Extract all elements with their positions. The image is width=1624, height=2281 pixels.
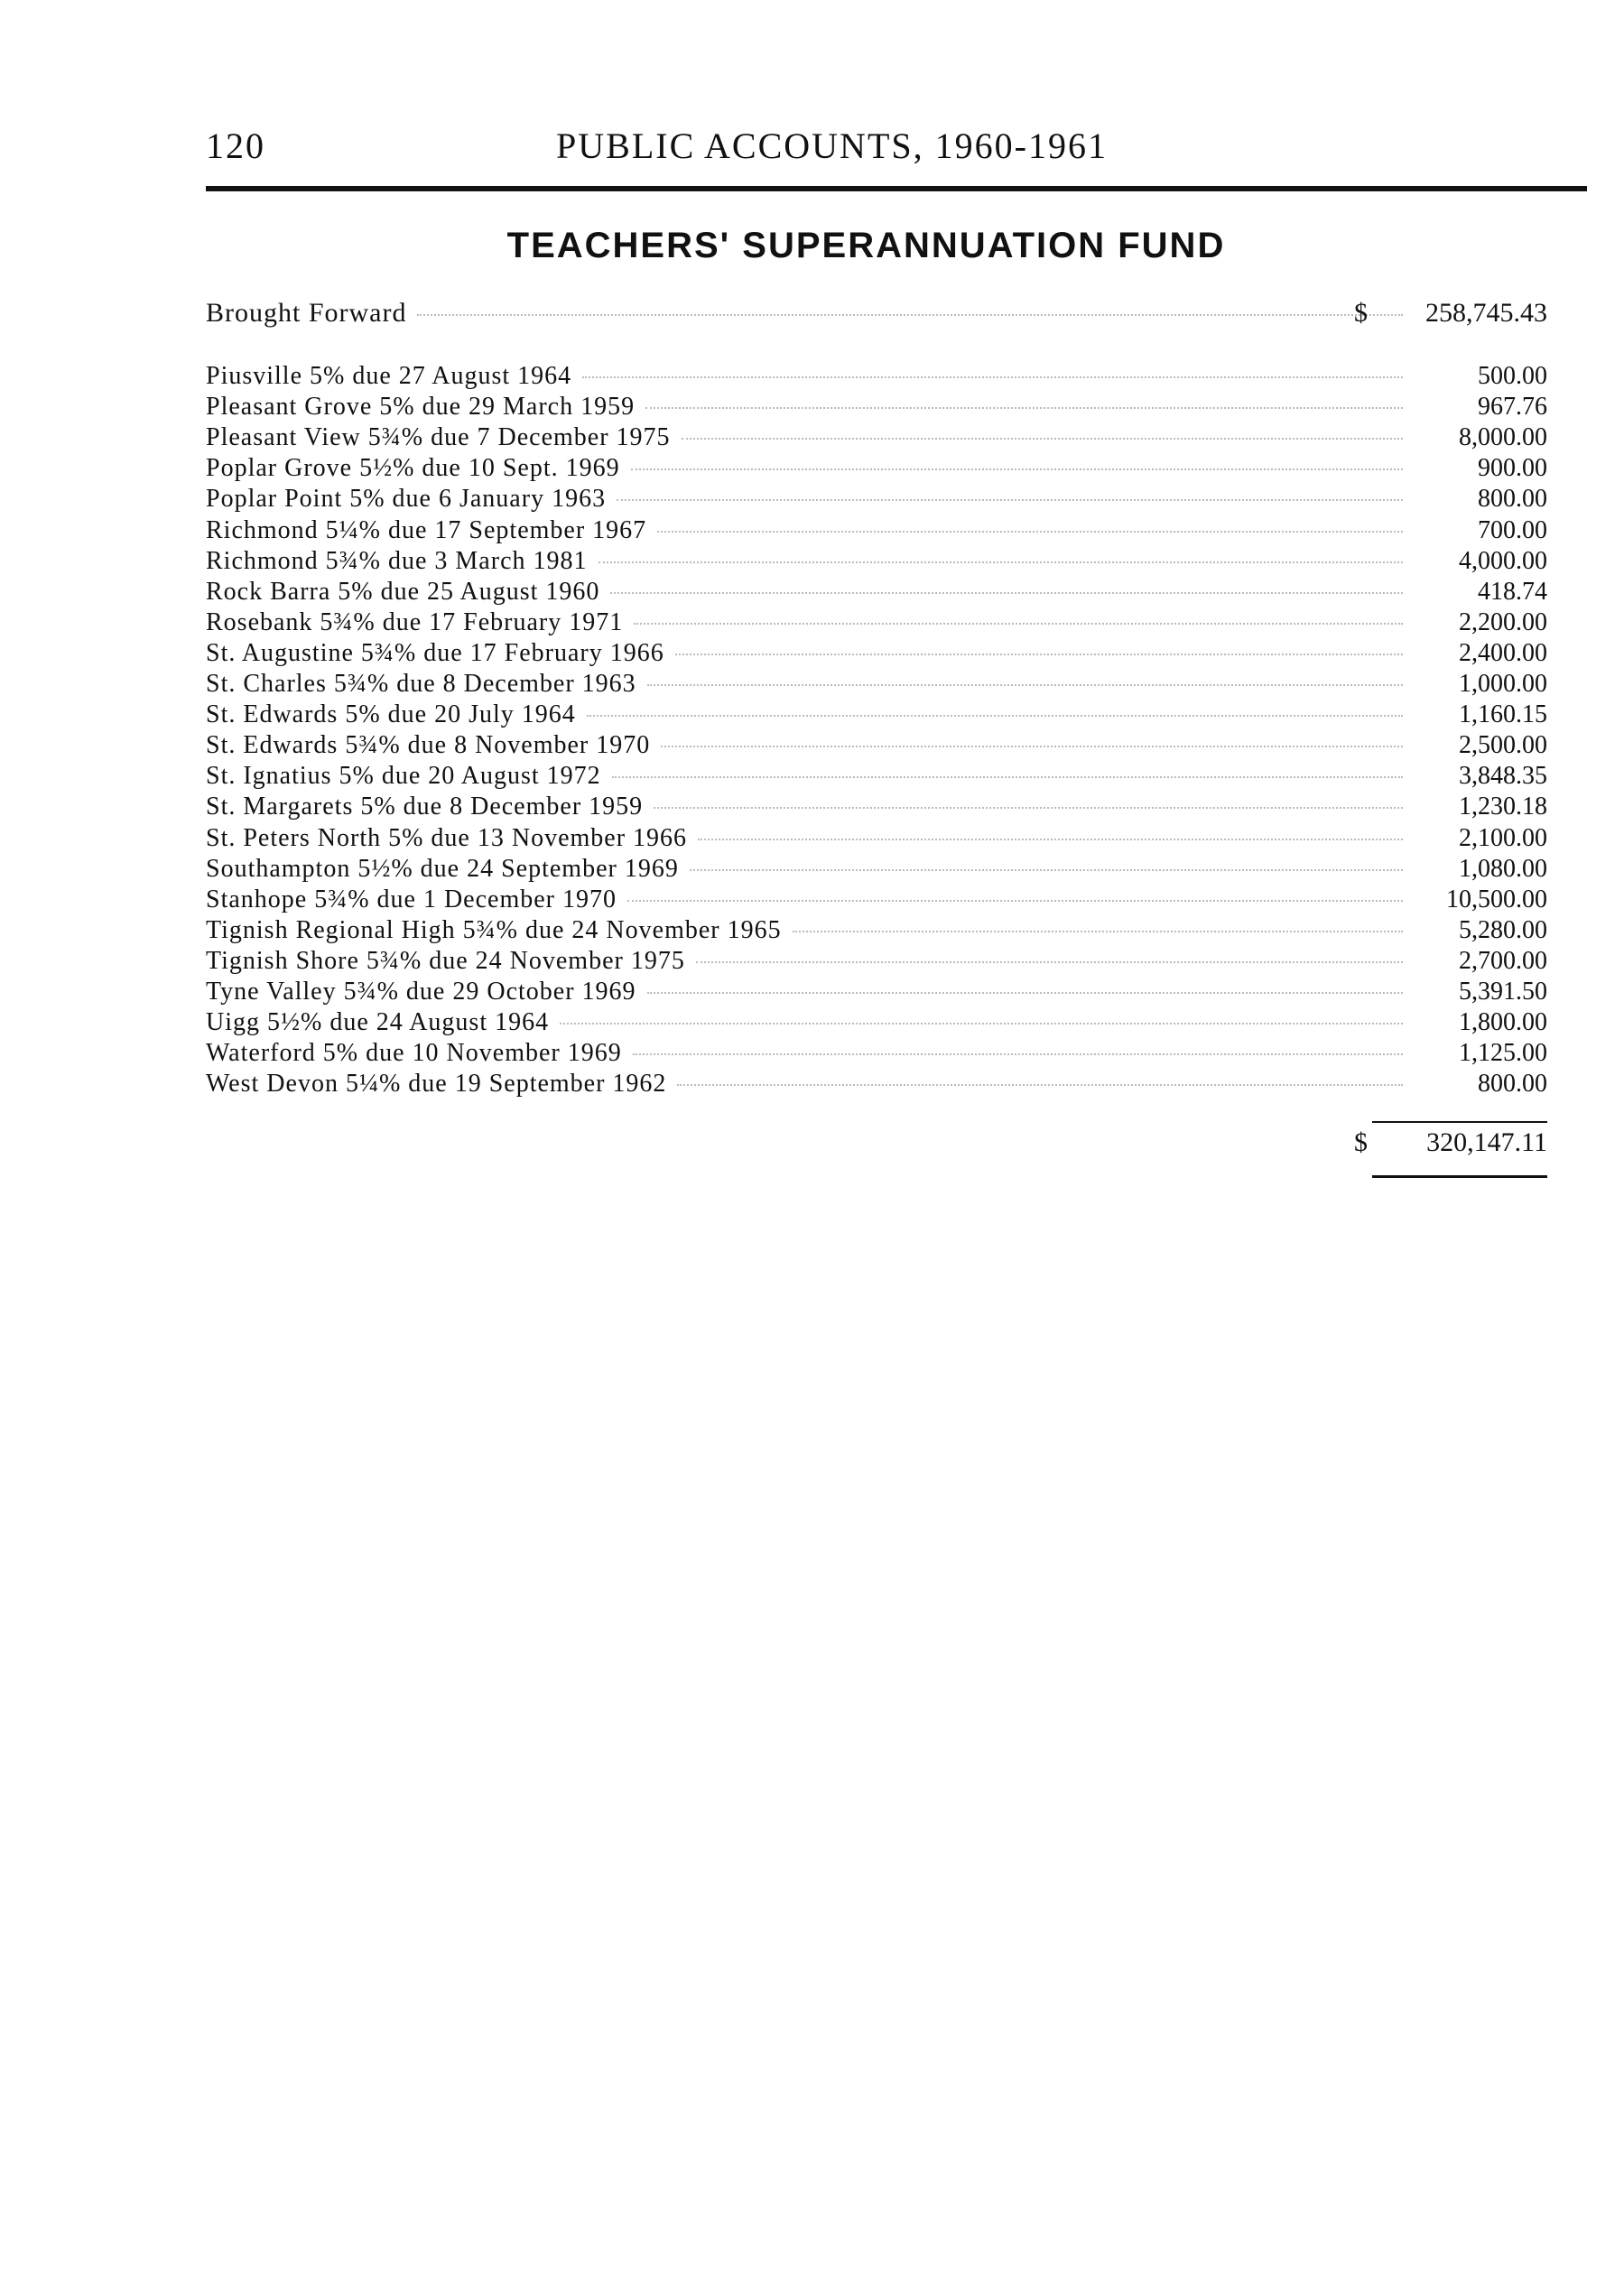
- entry-amount: 1,080.00: [1459, 854, 1547, 883]
- table-row: [206, 792, 1547, 822]
- dot-leader: [657, 531, 1403, 533]
- entry-label: Waterford 5% due 10 November 1969: [206, 1039, 622, 1068]
- table-row: [206, 823, 1547, 854]
- table-row: [206, 577, 1547, 607]
- dot-leader: [698, 839, 1403, 840]
- entry-amount: 500.00: [1478, 362, 1547, 390]
- table-row: [206, 453, 1547, 484]
- dot-leader: [645, 407, 1403, 409]
- table-row: [206, 1069, 1547, 1099]
- entry-label: St. Edwards 5¾% due 8 November 1970: [206, 731, 651, 760]
- brought-forward-row: [206, 298, 1547, 329]
- dot-leader: [654, 807, 1403, 809]
- dot-leader: [560, 1023, 1403, 1025]
- dot-leader: [627, 900, 1403, 902]
- total-currency-sign: $: [1354, 1127, 1368, 1157]
- entry-amount: 10,500.00: [1446, 885, 1547, 913]
- table-row: [206, 885, 1547, 915]
- entry-amount: 2,100.00: [1459, 823, 1547, 852]
- dot-leader: [617, 499, 1403, 501]
- entry-label: St. Peters North 5% due 13 November 1966: [206, 823, 688, 852]
- entry-amount: 5,280.00: [1459, 915, 1547, 944]
- entry-label: Tignish Shore 5¾% due 24 November 1975: [206, 946, 685, 975]
- table-row: [206, 946, 1547, 977]
- entry-label: Southampton 5½% due 24 September 1969: [206, 854, 679, 883]
- currency-sign: $: [1354, 298, 1368, 328]
- entry-amount: 800.00: [1478, 1070, 1547, 1099]
- table-row: [206, 361, 1547, 392]
- entry-label: St. Margarets 5% due 8 December 1959: [206, 793, 644, 821]
- entry-amount: 5,391.50: [1459, 978, 1547, 1006]
- entry-amount: 700.00: [1478, 515, 1547, 544]
- header-rule: [206, 186, 1587, 191]
- entry-amount: 1,160.15: [1459, 700, 1547, 729]
- dot-leader: [661, 746, 1403, 747]
- entry-amount: 1,230.18: [1459, 793, 1547, 821]
- brought-forward-label: Brought Forward: [206, 298, 407, 328]
- entry-label: St. Augustine 5¾% due 17 February 1966: [206, 638, 664, 667]
- table-row: [206, 854, 1547, 885]
- entry-amount: 2,500.00: [1459, 731, 1547, 760]
- total-double-rule: [1372, 1175, 1547, 1178]
- entry-amount: 8,000.00: [1459, 423, 1547, 452]
- dot-leader: [647, 992, 1403, 994]
- subtotal-rule: [1372, 1121, 1547, 1123]
- entry-label: St. Charles 5¾% due 8 December 1963: [206, 670, 636, 698]
- entry-label: Poplar Point 5% due 6 January 1963: [206, 485, 607, 514]
- dot-leader: [417, 314, 1403, 316]
- dot-leader: [675, 654, 1403, 655]
- entry-label: Rosebank 5¾% due 17 February 1971: [206, 607, 624, 636]
- entry-amount: 2,700.00: [1459, 946, 1547, 975]
- dot-leader: [582, 376, 1403, 378]
- entry-label: Richmond 5¼% due 17 September 1967: [206, 515, 647, 544]
- page-number: 120: [206, 125, 265, 166]
- table-row: [206, 915, 1547, 946]
- entry-label: Pleasant View 5¾% due 7 December 1975: [206, 423, 671, 452]
- dot-leader: [677, 1084, 1403, 1086]
- entry-label: Piusville 5% due 27 August 1964: [206, 362, 572, 390]
- table-row: [206, 422, 1547, 453]
- table-row: [206, 484, 1547, 515]
- entry-amount: 2,200.00: [1459, 607, 1547, 636]
- table-row: [206, 1038, 1547, 1069]
- table-row: [206, 669, 1547, 700]
- entry-amount: 967.76: [1478, 393, 1547, 422]
- entry-label: Tignish Regional High 5¾% due 24 November 1965: [206, 915, 782, 944]
- entry-label: Richmond 5¾% due 3 March 1981: [206, 546, 588, 575]
- dot-leader: [696, 961, 1403, 963]
- table-row: [206, 730, 1547, 761]
- dot-leader: [631, 468, 1403, 470]
- table-row: [206, 700, 1547, 730]
- dot-leader: [612, 776, 1403, 778]
- dot-leader: [587, 715, 1403, 717]
- entry-amount: 1,000.00: [1459, 670, 1547, 698]
- dot-leader: [633, 1053, 1403, 1055]
- brought-forward-amount: 258,745.43: [1425, 298, 1547, 328]
- entry-amount: 800.00: [1478, 485, 1547, 514]
- entry-amount: 1,800.00: [1459, 1008, 1547, 1037]
- table-row: [206, 1007, 1547, 1038]
- dot-leader: [690, 869, 1403, 871]
- entry-label: Poplar Grove 5½% due 10 Sept. 1969: [206, 454, 620, 483]
- entry-label: Rock Barra 5% due 25 August 1960: [206, 577, 600, 606]
- entry-label: Stanhope 5¾% due 1 December 1970: [206, 885, 617, 913]
- table-row: [206, 515, 1547, 546]
- entry-amount: 2,400.00: [1459, 638, 1547, 667]
- dot-leader: [634, 623, 1403, 625]
- page-header: [206, 125, 1587, 170]
- table-row: [206, 392, 1547, 422]
- section-title: TEACHERS' SUPERANNUATION FUND: [506, 226, 1226, 265]
- entry-label: St. Ignatius 5% due 20 August 1972: [206, 762, 601, 791]
- dot-leader: [647, 684, 1403, 686]
- table-row: [206, 546, 1547, 577]
- entry-amount: 4,000.00: [1459, 546, 1547, 575]
- entry-label: Tyne Valley 5¾% due 29 October 1969: [206, 978, 636, 1006]
- entry-label: St. Edwards 5% due 20 July 1964: [206, 700, 576, 729]
- running-head: PUBLIC ACCOUNTS, 1960-1961: [556, 125, 1108, 166]
- dot-leader: [682, 438, 1403, 440]
- dot-leader: [599, 561, 1404, 563]
- total-amount: 320,147.11: [1426, 1127, 1547, 1157]
- entry-amount: 418.74: [1478, 577, 1547, 606]
- table-row: [206, 977, 1547, 1007]
- entry-amount: 3,848.35: [1459, 762, 1547, 791]
- table-row: [206, 638, 1547, 669]
- entry-label: Uigg 5½% due 24 August 1964: [206, 1008, 550, 1037]
- table-row: [206, 761, 1547, 792]
- entry-label: West Devon 5¼% due 19 September 1962: [206, 1070, 667, 1099]
- dot-leader: [610, 592, 1403, 594]
- entry-amount: 900.00: [1478, 454, 1547, 483]
- dot-leader: [793, 931, 1403, 932]
- total-row: [1354, 1125, 1547, 1161]
- entry-amount: 1,125.00: [1459, 1039, 1547, 1068]
- entry-label: Pleasant Grove 5% due 29 March 1959: [206, 393, 636, 422]
- table-row: [206, 607, 1547, 638]
